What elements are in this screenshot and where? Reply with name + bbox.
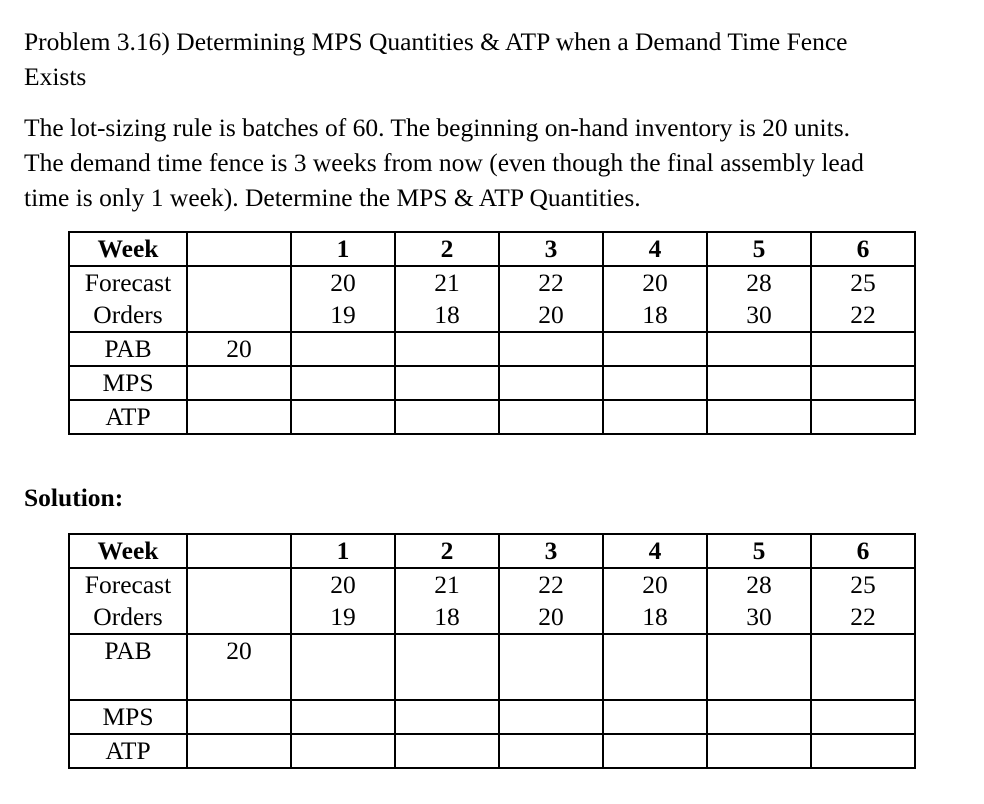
pab-cell <box>707 634 811 700</box>
forecast-label: Forecast <box>84 268 172 297</box>
week-header: 2 <box>395 534 499 568</box>
week-header: 1 <box>291 232 395 266</box>
week-header: 5 <box>707 534 811 568</box>
week-row <box>69 232 915 266</box>
problem-statement-line: time is only 1 week). Determine the MPS & ATP Quantities. <box>24 183 641 212</box>
atp-cell <box>291 400 395 434</box>
beginning-cell <box>187 366 291 400</box>
pab-cell <box>707 332 811 366</box>
problem-statement-line: The lot-sizing rule is batches of 60. The beginning on-hand inventory is 20 units. <box>24 113 851 142</box>
orders-value: 19 <box>330 300 356 329</box>
problem-mps-table <box>68 231 916 435</box>
beginning-cell <box>187 734 291 768</box>
pab-cell <box>811 332 915 366</box>
forecast-orders-cell <box>603 568 707 634</box>
week-header: 3 <box>499 534 603 568</box>
forecast-value: 22 <box>538 268 564 297</box>
week-header: 3 <box>499 232 603 266</box>
week-header: 2 <box>395 232 499 266</box>
orders-label: Orders <box>93 602 163 631</box>
mps-cell <box>291 700 395 734</box>
atp-row <box>69 734 915 768</box>
pab-row <box>69 332 915 366</box>
forecast-orders-cell <box>395 568 499 634</box>
pab-cell <box>499 332 603 366</box>
week-row <box>69 534 915 568</box>
week-header: 6 <box>811 232 915 266</box>
forecast-orders-cell <box>291 568 395 634</box>
orders-value: 18 <box>642 602 668 631</box>
atp-cell <box>603 734 707 768</box>
mps-cell <box>603 366 707 400</box>
forecast-value: 20 <box>642 268 668 297</box>
forecast-orders-cell <box>707 266 811 332</box>
mps-cell <box>811 366 915 400</box>
atp-cell <box>499 400 603 434</box>
pab-cell <box>603 634 707 700</box>
forecast-orders-cell <box>603 266 707 332</box>
mps-cell <box>811 700 915 734</box>
forecast-value: 25 <box>850 268 876 297</box>
forecast-value: 20 <box>642 570 668 599</box>
forecast-orders-cell <box>291 266 395 332</box>
pab-row <box>69 634 915 700</box>
mps-row <box>69 700 915 734</box>
orders-value: 20 <box>538 602 564 631</box>
atp-cell <box>603 400 707 434</box>
mps-cell <box>707 700 811 734</box>
beginning-cell <box>187 266 291 332</box>
orders-value: 22 <box>850 300 876 329</box>
forecast-orders-row <box>69 568 915 634</box>
atp-cell <box>811 734 915 768</box>
beginning-cell <box>187 400 291 434</box>
forecast-orders-cell <box>811 266 915 332</box>
forecast-orders-cell <box>707 568 811 634</box>
orders-label: Orders <box>93 300 163 329</box>
atp-label: ATP <box>69 734 187 768</box>
pab-label: PAB <box>69 634 187 700</box>
problem-statement-line: The demand time fence is 3 weeks from now (even though the final assembly lead <box>24 148 864 177</box>
forecast-orders-cell <box>395 266 499 332</box>
forecast-value: 21 <box>434 268 460 297</box>
atp-cell <box>395 734 499 768</box>
orders-value: 22 <box>850 602 876 631</box>
week-header: 5 <box>707 232 811 266</box>
mps-cell <box>603 700 707 734</box>
week-header: 4 <box>603 232 707 266</box>
atp-cell <box>707 734 811 768</box>
pab-cell <box>603 332 707 366</box>
orders-value: 18 <box>434 300 460 329</box>
forecast-value: 20 <box>330 570 356 599</box>
pab-cell <box>291 634 395 700</box>
atp-cell <box>499 734 603 768</box>
problem-title-line: Exists <box>24 62 87 91</box>
orders-value: 19 <box>330 602 356 631</box>
solution-mps-table <box>68 533 916 769</box>
pab-label: PAB <box>69 332 187 366</box>
beginning-cell <box>187 232 291 266</box>
forecast-orders-row <box>69 266 915 332</box>
beginning-cell <box>187 568 291 634</box>
forecast-orders-cell <box>811 568 915 634</box>
atp-cell <box>291 734 395 768</box>
orders-value: 30 <box>746 602 772 631</box>
atp-cell <box>395 400 499 434</box>
forecast-value: 22 <box>538 570 564 599</box>
beginning-pab-value: 20 <box>187 332 291 366</box>
pab-cell <box>499 634 603 700</box>
week-label: Week <box>69 232 187 266</box>
orders-value: 18 <box>642 300 668 329</box>
forecast-orders-labels <box>69 568 187 634</box>
atp-cell <box>811 400 915 434</box>
mps-row <box>69 366 915 400</box>
atp-label: ATP <box>69 400 187 434</box>
mps-label: MPS <box>69 366 187 400</box>
week-header: 4 <box>603 534 707 568</box>
orders-value: 30 <box>746 300 772 329</box>
mps-cell <box>395 366 499 400</box>
forecast-value: 28 <box>746 268 772 297</box>
orders-value: 20 <box>538 300 564 329</box>
mps-label: MPS <box>69 700 187 734</box>
mps-cell <box>395 700 499 734</box>
problem-statement <box>24 110 974 215</box>
forecast-value: 20 <box>330 268 356 297</box>
forecast-value: 25 <box>850 570 876 599</box>
forecast-label: Forecast <box>84 570 172 599</box>
forecast-value: 21 <box>434 570 460 599</box>
mps-cell <box>707 366 811 400</box>
beginning-pab-value: 20 <box>187 634 291 700</box>
forecast-orders-cell <box>499 568 603 634</box>
forecast-orders-cell <box>499 266 603 332</box>
week-label: Week <box>69 534 187 568</box>
week-header: 6 <box>811 534 915 568</box>
pab-cell <box>395 634 499 700</box>
mps-cell <box>499 700 603 734</box>
problem-title-line: Problem 3.16) Determining MPS Quantities & ATP when a Demand Time Fence <box>24 27 848 56</box>
pab-cell <box>395 332 499 366</box>
mps-cell <box>291 366 395 400</box>
week-header: 1 <box>291 534 395 568</box>
mps-cell <box>499 366 603 400</box>
pab-cell <box>291 332 395 366</box>
pab-cell <box>811 634 915 700</box>
atp-cell <box>707 400 811 434</box>
beginning-cell <box>187 700 291 734</box>
orders-value: 18 <box>434 602 460 631</box>
problem-title <box>24 24 964 94</box>
solution-heading: Solution: <box>24 483 124 512</box>
forecast-value: 28 <box>746 570 772 599</box>
forecast-orders-labels <box>69 266 187 332</box>
beginning-cell <box>187 534 291 568</box>
atp-row <box>69 400 915 434</box>
